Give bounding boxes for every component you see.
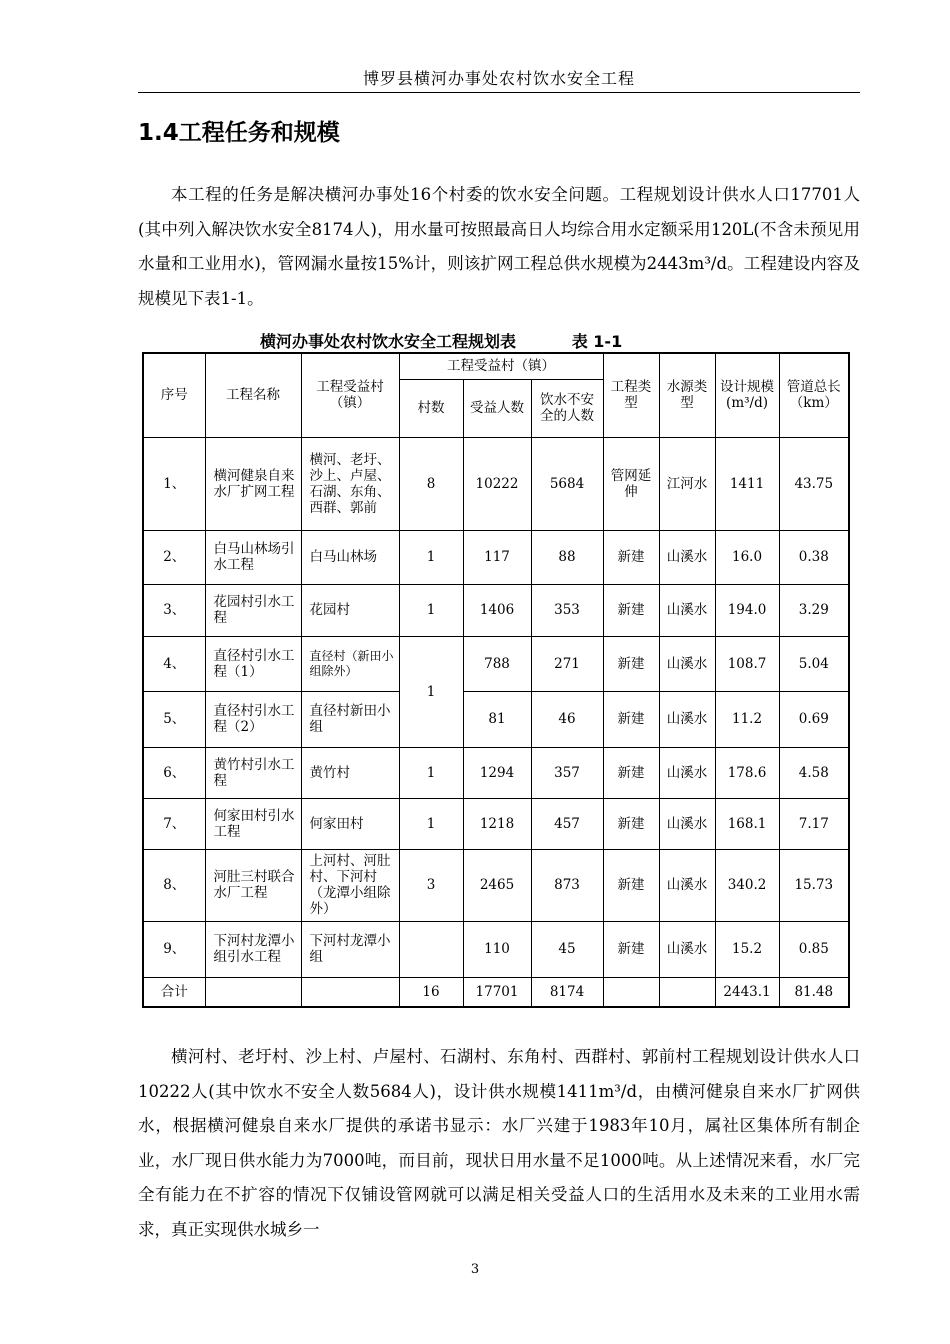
cell-name: 黄竹村引水工程 <box>205 747 301 798</box>
table-title: 横河办事处农村饮水安全工程规划表 <box>260 332 517 351</box>
cell-name: 直径村引水工程（2） <box>205 691 301 747</box>
intro-paragraph: 本工程的任务是解决横河办事处16个村委的饮水安全问题。工程规划设计供水人口17701人(其中列入解决饮水安全8174人)，用水量可按照最高日人均综合用水定额采用120L(不含未预见用水量和工业用水)，管网漏水量按15%计，则该扩网工程总供水规模为2443m³/d。工程建设内容及规模见下表1-1。 <box>138 185 860 308</box>
header-length <box>779 353 849 437</box>
cell-length: 4.58 <box>779 747 849 798</box>
table-row <box>143 798 849 849</box>
total-label: 合计 <box>143 977 205 1007</box>
cell-population: 788 <box>463 636 531 691</box>
header-scale-label: 设计规模 <box>720 379 775 396</box>
cell-length: 0.85 <box>779 921 849 977</box>
header-unsafe: 饮水不安全的人数 <box>531 379 603 437</box>
cell-source: 山溪水 <box>659 691 715 747</box>
cell-source: 山溪水 <box>659 636 715 691</box>
cell-source: 山溪水 <box>659 747 715 798</box>
cell-name: 何家田村引水工程 <box>205 798 301 849</box>
body-paragraph: 横河村、老圩村、沙上村、卢屋村、石湖村、东角村、西群村、郭前村工程规划设计供水人口10222人(其中饮水不安全人数5684人)，设计供水规模1411m³/d，由横河健泉自来水厂扩网供水，根据横河健泉自来水厂提供的承诺书显示：水厂兴建于1983年10月，属社区集体所有制企业，水厂现日供水能力为7000吨，而目前，现状日用水量不足1000吨。从上述情况来看，水厂完全有能力在不扩容的情况下仅铺设管网就可以满足相关受益人口的生活用水及未来的工业用水需求，真正实现供水城乡一 <box>138 1047 860 1239</box>
cell-population: 1294 <box>463 747 531 798</box>
cell-length: 15.73 <box>779 849 849 921</box>
total-empty <box>603 977 659 1007</box>
cell-scale: 194.0 <box>715 584 779 636</box>
cell-type: 新建 <box>603 636 659 691</box>
header-length-label: 管道总长 <box>786 379 841 396</box>
cell-seq: 7、 <box>143 798 205 849</box>
header-villages: 工程受益村（镇） <box>301 353 399 437</box>
page-number: 3 <box>470 1262 480 1277</box>
table-row <box>143 584 849 636</box>
cell-type: 新建 <box>603 798 659 849</box>
cell-source: 山溪水 <box>659 584 715 636</box>
cell-type: 新建 <box>603 584 659 636</box>
cell-villages: 黄竹村 <box>301 747 399 798</box>
cell-seq: 8、 <box>143 849 205 921</box>
cell-villages: 上河村、河肚村、下河村（龙潭小组除外） <box>301 849 399 921</box>
cell-unsafe: 46 <box>531 691 603 747</box>
cell-name: 河肚三村联合水厂工程 <box>205 849 301 921</box>
cell-unsafe: 457 <box>531 798 603 849</box>
cell-seq: 6、 <box>143 747 205 798</box>
header-name: 工程名称 <box>205 353 301 437</box>
cell-scale: 15.2 <box>715 921 779 977</box>
cell-scale: 1411 <box>715 437 779 530</box>
cell-length: 43.75 <box>779 437 849 530</box>
cell-villages: 直径村（新田小组除外） <box>301 636 399 691</box>
table-row <box>143 636 849 691</box>
header-seq: 序号 <box>143 353 205 437</box>
cell-name: 直径村引水工程（1） <box>205 636 301 691</box>
cell-seq: 3、 <box>143 584 205 636</box>
total-empty <box>659 977 715 1007</box>
cell-count: 1 <box>399 530 463 584</box>
cell-seq: 2、 <box>143 530 205 584</box>
table-number: 表 1-1 <box>571 332 623 351</box>
cell-count: 1 <box>399 636 463 747</box>
cell-seq: 5、 <box>143 691 205 747</box>
cell-population: 2465 <box>463 849 531 921</box>
cell-seq: 4、 <box>143 636 205 691</box>
cell-name: 横河健泉自来水厂扩网工程 <box>205 437 301 530</box>
cell-count: 3 <box>399 849 463 921</box>
cell-length: 0.69 <box>779 691 849 747</box>
table-row <box>143 691 849 747</box>
table-row <box>143 530 849 584</box>
section-heading: 1.4工程任务和规模 <box>138 120 340 146</box>
cell-source: 山溪水 <box>659 921 715 977</box>
cell-unsafe: 353 <box>531 584 603 636</box>
cell-source: 山溪水 <box>659 798 715 849</box>
cell-scale: 16.0 <box>715 530 779 584</box>
total-count: 16 <box>399 977 463 1007</box>
total-unsafe: 8174 <box>531 977 603 1007</box>
cell-type: 新建 <box>603 849 659 921</box>
header-source: 水源类型 <box>659 353 715 437</box>
cell-length: 3.29 <box>779 584 849 636</box>
cell-seq: 9、 <box>143 921 205 977</box>
cell-length: 5.04 <box>779 636 849 691</box>
header-type: 工程类型 <box>603 353 659 437</box>
cell-type: 管网延伸 <box>603 437 659 530</box>
cell-scale: 11.2 <box>715 691 779 747</box>
table-row <box>143 437 849 530</box>
cell-name: 花园村引水工程 <box>205 584 301 636</box>
cell-villages: 下河村龙潭小组 <box>301 921 399 977</box>
cell-unsafe: 5684 <box>531 437 603 530</box>
cell-unsafe: 88 <box>531 530 603 584</box>
header-scale <box>715 353 779 437</box>
cell-seq: 1、 <box>143 437 205 530</box>
cell-type: 新建 <box>603 921 659 977</box>
cell-count <box>399 921 463 977</box>
cell-source: 山溪水 <box>659 849 715 921</box>
cell-unsafe: 357 <box>531 747 603 798</box>
page-header: 博罗县横河办事处农村饮水安全工程 <box>138 66 860 93</box>
cell-villages: 花园村 <box>301 584 399 636</box>
cell-population: 81 <box>463 691 531 747</box>
cell-count: 1 <box>399 747 463 798</box>
cell-type: 新建 <box>603 691 659 747</box>
cell-type: 新建 <box>603 747 659 798</box>
cell-population: 10222 <box>463 437 531 530</box>
cell-population: 1218 <box>463 798 531 849</box>
cell-source: 山溪水 <box>659 530 715 584</box>
total-empty <box>301 977 399 1007</box>
total-scale: 2443.1 <box>715 977 779 1007</box>
cell-scale: 340.2 <box>715 849 779 921</box>
cell-length: 0.38 <box>779 530 849 584</box>
cell-name: 下河村龙潭小组引水工程 <box>205 921 301 977</box>
cell-count: 1 <box>399 584 463 636</box>
table-row <box>143 849 849 921</box>
table-row <box>143 921 849 977</box>
cell-villages: 横河、老圩、沙上、卢屋、石湖、东角、西群、郭前 <box>301 437 399 530</box>
cell-length: 7.17 <box>779 798 849 849</box>
cell-population: 117 <box>463 530 531 584</box>
cell-villages: 何家田村 <box>301 798 399 849</box>
table-row <box>143 747 849 798</box>
cell-unsafe: 45 <box>531 921 603 977</box>
table-caption <box>260 329 622 352</box>
cell-population: 110 <box>463 921 531 977</box>
header-length-unit: （km） <box>789 395 838 412</box>
cell-villages: 直径村新田小组 <box>301 691 399 747</box>
cell-scale: 168.1 <box>715 798 779 849</box>
header-scale-unit: (m³/d) <box>726 395 768 412</box>
cell-type: 新建 <box>603 530 659 584</box>
total-length: 81.48 <box>779 977 849 1007</box>
total-population: 17701 <box>463 977 531 1007</box>
total-row <box>143 977 849 1007</box>
cell-unsafe: 271 <box>531 636 603 691</box>
cell-scale: 178.6 <box>715 747 779 798</box>
cell-scale: 108.7 <box>715 636 779 691</box>
header-count: 村数 <box>399 379 463 437</box>
total-empty <box>205 977 301 1007</box>
header-population: 受益人数 <box>463 379 531 437</box>
cell-name: 白马山林场引水工程 <box>205 530 301 584</box>
cell-source: 江河水 <box>659 437 715 530</box>
cell-count: 1 <box>399 798 463 849</box>
cell-population: 1406 <box>463 584 531 636</box>
cell-villages: 白马山林场 <box>301 530 399 584</box>
cell-count: 8 <box>399 437 463 530</box>
header-group: 工程受益村（镇） <box>399 353 603 379</box>
cell-unsafe: 873 <box>531 849 603 921</box>
plan-table <box>142 352 850 1008</box>
